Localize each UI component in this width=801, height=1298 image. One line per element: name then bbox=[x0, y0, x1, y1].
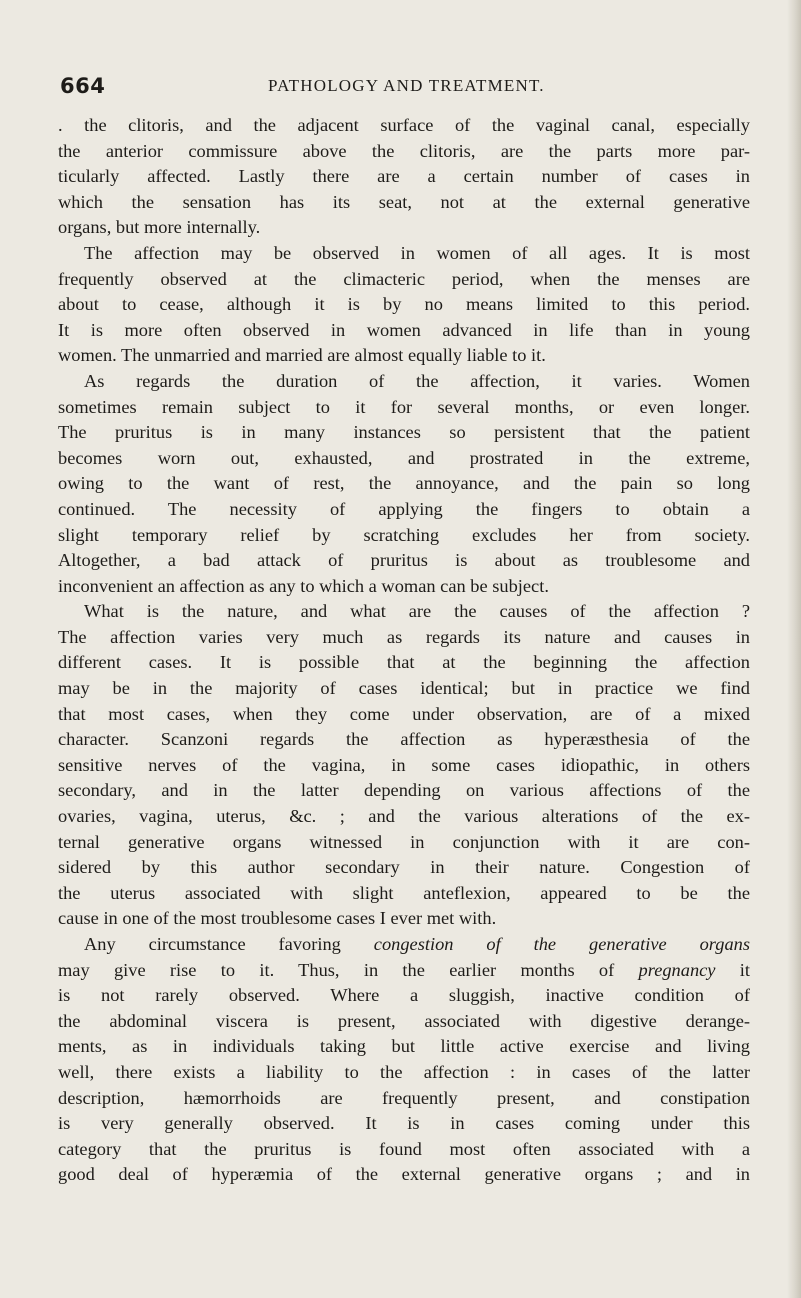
text-line: The affection varies very much as regards its nature and causes in bbox=[58, 626, 750, 647]
text-line: The pruritus is in many instances so persistent that the patient bbox=[58, 422, 750, 443]
text-line: which the sensation has its seat, not at the external generative bbox=[58, 191, 750, 212]
text-line: As regards the duration of the affection, it varies. Women bbox=[84, 370, 750, 391]
text-line: the uterus associated with slight anteflexion, appeared to be the bbox=[58, 882, 750, 903]
text-line: ternal generative organs witnessed in conjunction with it are con- bbox=[58, 831, 750, 852]
text-line: The affection may be observed in women of all ages. It is most bbox=[84, 242, 750, 263]
text-line: frequently observed at the climacteric period, when the menses are bbox=[58, 268, 750, 289]
text-line: different cases. It is possible that at the beginning the affection bbox=[58, 652, 750, 673]
text-line: secondary, and in the latter depending on various affections of the bbox=[58, 780, 750, 801]
text-block-before bbox=[58, 113, 750, 932]
text-line-italic-2 bbox=[58, 958, 750, 984]
text-line: women. The unmarried and married are almost equally liable to it. bbox=[58, 345, 546, 366]
text-line-italic-1 bbox=[58, 932, 750, 958]
text-line: slight temporary relief by scratching excludes her from society. bbox=[58, 524, 750, 545]
text-line: category that the pruritus is found most often associated with a bbox=[58, 1138, 750, 1159]
page-header bbox=[60, 74, 750, 102]
text-line: sensitive nerves of the vagina, in some cases idiopathic, in others bbox=[58, 754, 750, 775]
text-line: inconvenient an affection as any to which a woman can be subject. bbox=[58, 575, 549, 596]
text-line: the abdominal viscera is present, associated with digestive derange- bbox=[58, 1010, 750, 1031]
text-line: description, hæmorrhoids are frequently present, and constipation bbox=[58, 1087, 750, 1108]
italic-phrase-congestion: congestion of the generative organs bbox=[373, 934, 750, 954]
text-line: owing to the want of rest, the annoyance, and the pain so long bbox=[58, 473, 750, 494]
text-line: . the clitoris, and the adjacent surface of the vaginal canal, especially bbox=[58, 115, 750, 135]
text-line: may be in the majority of cases identical; but in practice we find bbox=[58, 678, 750, 699]
text-line: organs, but more internally. bbox=[58, 217, 261, 238]
text-line: about to cease, although it is by no means limited to this period. bbox=[58, 294, 750, 315]
text-block-after bbox=[58, 983, 750, 1188]
text-line: continued. The necessity of applying the fingers to obtain a bbox=[58, 498, 750, 519]
text-line: sidered by this author secondary in their nature. Congestion of bbox=[58, 857, 750, 878]
text-line: that most cases, when they come under observation, are of a mixed bbox=[58, 703, 750, 724]
text-span: Any circumstance favoring bbox=[84, 934, 374, 954]
text-line: well, there exists a liability to the affection : in cases of the latter bbox=[58, 1061, 750, 1082]
text-line: good deal of hyperæmia of the external generative organs ; and in bbox=[58, 1164, 750, 1185]
text-line: cause in one of the most troublesome cases I ever met with. bbox=[58, 908, 497, 929]
text-line: becomes worn out, exhausted, and prostrated in the extreme, bbox=[58, 447, 750, 468]
text-line: the anterior commissure above the clitoris, are the parts more par- bbox=[58, 140, 750, 161]
text-line: Altogether, a bad attack of pruritus is about as troublesome and bbox=[58, 550, 750, 571]
text-line: What is the nature, and what are the causes of the affection ? bbox=[84, 601, 750, 622]
text-line: is very generally observed. It is in cases coming under this bbox=[58, 1113, 750, 1134]
running-head: PATHOLOGY AND TREATMENT. bbox=[268, 76, 545, 95]
text-line: It is more often observed in women advanced in life than in young bbox=[58, 319, 750, 340]
page-number: 664 bbox=[60, 74, 106, 98]
text-line: character. Scanzoni regards the affection as hyperæsthesia of the bbox=[58, 729, 750, 750]
text-span: it bbox=[715, 959, 751, 980]
text-line: sometimes remain subject to it for several months, or even longer. bbox=[58, 396, 750, 417]
text-line: ovaries, vagina, uterus, &c. ; and the various alterations of the ex- bbox=[58, 806, 750, 827]
body-text bbox=[58, 113, 750, 1188]
text-line: ticularly affected. Lastly there are a certain number of cases in bbox=[58, 166, 750, 187]
text-line: ments, as in individuals taking but little active exercise and living bbox=[58, 1036, 750, 1057]
text-span: may give rise to it. Thus, in the earlier months of bbox=[58, 959, 639, 980]
italic-word-pregnancy: pregnancy bbox=[638, 959, 716, 980]
text-line: is not rarely observed. Where a sluggish, inactive condition of bbox=[58, 985, 750, 1006]
page-edge-shadow bbox=[787, 0, 801, 1298]
